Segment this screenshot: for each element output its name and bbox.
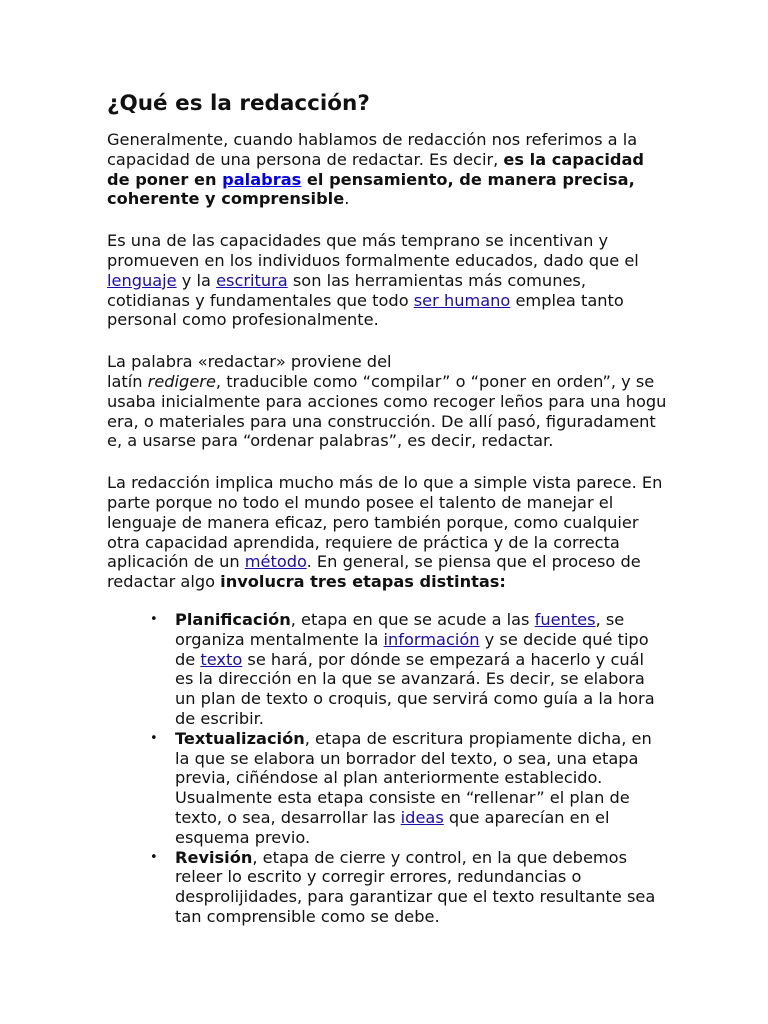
bullet-icon: • [150, 611, 158, 627]
link-texto[interactable]: texto [200, 649, 243, 669]
link-lenguaje[interactable]: lenguaje [107, 270, 177, 290]
bold-text: involucra tres etapas distintas: [220, 572, 506, 592]
item-term: Revisión [175, 847, 253, 867]
paragraph-etapas [107, 473, 667, 592]
list-item-textualizacion [150, 728, 667, 848]
bold-text-part: el pensamiento, de manera precisa, coherente y comprensible [107, 169, 635, 209]
text: que aparecían en el esquema previo. [175, 807, 610, 847]
text: Es una de las capacidades que más temprano se incentivan y promueven en los individuos formalmente educados, dado que el [107, 231, 639, 270]
text: , etapa de escritura propiamente dicha, en la que se elabora un borrador del texto, o sea, una etapa previa, ciñéndose al plan anteriormente establecido. Usualmente esta etapa consiste en “rellenar” el plan de texto, o sea, desarrollar las [175, 728, 652, 827]
bold-text-part: es la capacidad de poner en [107, 149, 645, 189]
text: La palabra «redactar» proviene del [107, 352, 392, 372]
paragraph-etimologia [107, 352, 667, 451]
italic-term: redigere [147, 371, 216, 391]
text: , traducible como “compilar” o “poner en orden”, y se usaba inicialmente para acciones como recoger leños para una hoguera, o materiales para una construcción. De allí pasó, figuradamente, a usarse para “ordenar palabras”, es decir, redactar. [107, 371, 667, 451]
bullet-icon: • [150, 730, 158, 746]
text: , etapa de cierre y control, en la que debemos releer lo escrito y corregir errores, redundancias o desprolijidades, para garantizar que el texto resultante sea tan comprensible como se debe. [175, 847, 656, 926]
text: , etapa en que se acude a las [290, 609, 535, 629]
text: emplea tanto personal como profesionalmente. [107, 290, 624, 330]
page-title: ¿Qué es la redacción? [107, 91, 370, 116]
list-item-planificacion [150, 609, 667, 729]
text: . [344, 189, 350, 209]
list-item-revision [150, 847, 667, 927]
link-escritura[interactable]: escritura [216, 270, 288, 290]
paragraph-capacidades [107, 231, 667, 330]
text: son las herramientas más comunes, cotidianas y fundamentales que todo [107, 270, 586, 310]
link-informacion[interactable]: información [383, 629, 480, 649]
item-term: Planificación [175, 609, 291, 629]
paragraph-definition [107, 130, 667, 209]
stages-list [107, 610, 667, 927]
text: latín [107, 371, 148, 391]
text: La redacción implica mucho más de lo que a simple vista parece. En parte porque no todo el mundo posee el talento de manejar el lenguaje de manera eficaz, pero también porque, como cualquier otra capacidad aprendida, requiere de práctica y de la correcta aplicación de un [107, 473, 663, 572]
text: se hará, por dónde se empezará a hacerlo y cuál es la dirección en la que se avanzará. Es decir, se elabora un plan de texto o croquis, que servirá como guía a la hora de escribir. [175, 649, 655, 728]
link-metodo[interactable]: método [244, 552, 307, 572]
link-fuentes[interactable]: fuentes [534, 609, 596, 629]
link-ser-humano[interactable]: ser humano [413, 290, 511, 310]
link-ideas[interactable]: ideas [400, 807, 444, 827]
text: . En general, se piensa que el proceso de redactar algo [107, 552, 641, 592]
text: y la [176, 270, 217, 290]
document-page [107, 90, 667, 927]
text: , se organiza mentalmente la [175, 609, 625, 649]
bullet-icon: • [150, 849, 158, 865]
text: Generalmente, cuando hablamos de redacción nos referimos a la capacidad de una persona de redactar. Es decir, [107, 130, 638, 169]
text: y se decide qué tipo de [175, 629, 649, 669]
link-palabras[interactable]: palabras [222, 169, 302, 189]
item-term: Textualización [175, 728, 305, 748]
